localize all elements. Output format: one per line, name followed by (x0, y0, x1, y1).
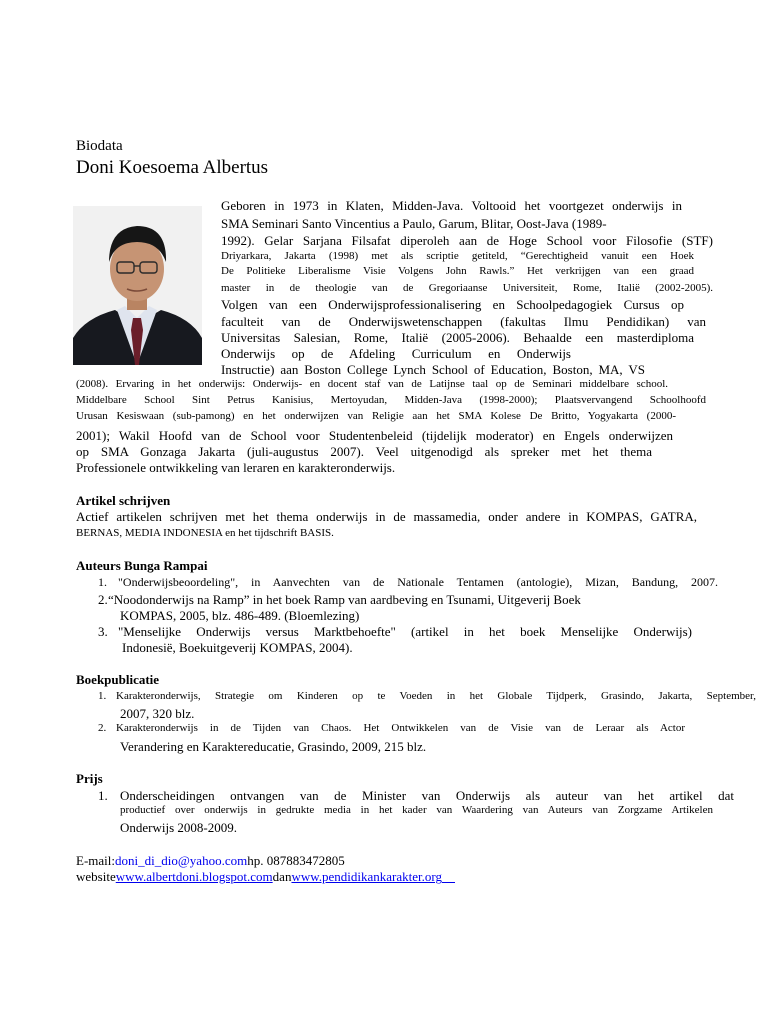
list-item-continued: Verandering en Karaktereducatie, Grasindo, 2009, 215 blz. (120, 739, 427, 754)
bio-line: Universitas Salesian, Rome, Italië (2005-2006). Behaalde een masterdiploma (221, 330, 694, 345)
bio-line: faculteit van de Onderwijswetenschappen (fakultas Ilmu Pendidikan) van (221, 314, 706, 329)
person-name: Doni Koesoema Albertus (76, 157, 269, 178)
bio-line: Urusan Kesiswaan (sub-pamong) en het onderwijzen van Religie aan het SMA Kolese De Britto, Yogyakarta (2000- (76, 410, 676, 422)
website-link-blog[interactable]: www.albertdoni.blogspot.com (115, 869, 273, 884)
profile-photo (73, 206, 202, 365)
list-item-continued: KOMPAS, 2005, blz. 486-489. (Bloemlezing) (120, 608, 360, 623)
link-underline-tail (442, 869, 455, 884)
bio-line: master in de theologie van de Gregoriaanse Universiteit, Rome, Italië (2002-2005). (221, 282, 713, 294)
list-item-continued: Onderwijs 2008-2009. (120, 820, 237, 835)
bio-line: SMA Seminari Santo Vincentius a Paulo, Garum, Blitar, Oost-Java (1989- (221, 216, 607, 231)
bio-line: Professionele ontwikkeling van leraren en karakteronderwijs. (76, 460, 396, 475)
list-number: 1. (98, 788, 108, 803)
bio-line: Geboren in 1973 in Klaten, Midden-Java. Voltooid het voortgezet onderwijs in (221, 198, 682, 213)
bio-line: De Politieke Liberalisme Visie Volgens John Rawls.” Het verkrijgen van een graad (221, 265, 694, 277)
list-item: Karakteronderwijs in de Tijden van Chaos. Het Ontwikkelen van de Visie van de Leraar als Actor (116, 722, 685, 734)
section-heading-boek: Boekpublicatie (76, 672, 160, 687)
bio-line: 1992). Gelar Sarjana Filsafat diperoleh aan de Hoge School voor Filosofie (STF) (221, 233, 713, 248)
bio-line: Driyarkara, Jakarta (1998) met als scriptie getiteld, “Gerechtigheid vanuit een Hoek (221, 250, 694, 262)
bio-line: (2008). Ervaring in het onderwijs: Onderwijs- en docent staf van de Latijnse taal op de Seminari middelbare school. (76, 378, 668, 390)
list-number: 3. (98, 624, 108, 639)
list-item-continued: productief over onderwijs in gedrukte media in het kader van Waardering van Auteurs van Zorgzame Artikelen (120, 804, 713, 816)
list-item-continued: 2007, 320 blz. (120, 706, 195, 721)
list-item: "Onderwijsbeoordeling", in Aanvechten van de Nationale Tentamen (antologie), Mizan, Bandung, 2007. (118, 575, 718, 589)
email-label: E-mail: (76, 853, 115, 868)
artikel-text: BERNAS, MEDIA INDONESIA en het tijdschrift BASIS. (76, 527, 334, 539)
phone-number: hp. 087883472805 (247, 853, 345, 868)
contact-website-line (76, 869, 455, 885)
list-number: 1. (98, 690, 107, 702)
list-number: 1. (98, 575, 107, 589)
contact-email-line (76, 853, 345, 869)
list-number: 2. (98, 722, 107, 734)
biodata-label: Biodata (76, 138, 123, 154)
bio-line: Onderwijs op de Afdeling Curriculum en Onderwijs (221, 346, 571, 361)
website-link-pendidikan[interactable]: www.pendidikankarakter.org (291, 869, 442, 884)
list-item: "Menselijke Onderwijs versus Marktbehoefte" (artikel in het boek Menselijke Onderwijs) (118, 624, 692, 639)
section-heading-auteurs: Auteurs Bunga Rampai (76, 558, 208, 573)
bio-line: Instructie) aan Boston College Lynch School of Education, Boston, MA, VS (221, 362, 645, 377)
bio-line: op SMA Gonzaga Jakarta (juli-augustus 2007). Veel uitgenodigd als spreker met het thema (76, 444, 652, 459)
section-heading-artikel: Artikel schrijven (76, 493, 171, 508)
section-heading-prijs: Prijs (76, 771, 103, 786)
list-item: Karakteronderwijs, Strategie om Kinderen op te Voeden in het Globale Tijdperk, Grasindo, Jakarta, September, (116, 690, 756, 702)
bio-line: Middelbare School Sint Petrus Kanisius, Mertoyudan, Midden-Java (1998-2000); Plaatsvervangend Schoolhoofd (76, 394, 706, 406)
bio-line: 2001); Wakil Hoofd van de School voor Studentenbeleid (tijdelijk moderator) en Engels onderwijzen (76, 428, 673, 443)
website-label: website (76, 869, 116, 884)
list-item: Onderscheidingen ontvangen van de Minister van Onderwijs als auteur van het artikel dat (120, 788, 734, 803)
list-item: “Noodonderwijs na Ramp” in het boek Ramp van aardbeving en Tsunami, Uitgeverij Boek (108, 592, 581, 607)
list-item-continued: Indonesië, Boekuitgeverij KOMPAS, 2004). (122, 640, 353, 655)
bio-line: Volgen van een Onderwijsprofessionalisering en Schoolpedagogiek Cursus op (221, 297, 684, 312)
list-number: 2. (98, 592, 108, 607)
artikel-text: Actief artikelen schrijven met het thema onderwijs in de massamedia, onder andere in KOMPAS, GATRA, (76, 509, 697, 524)
email-link[interactable]: doni_di_dio@yahoo.com (115, 853, 248, 868)
conjunction-text: dan (272, 869, 292, 884)
